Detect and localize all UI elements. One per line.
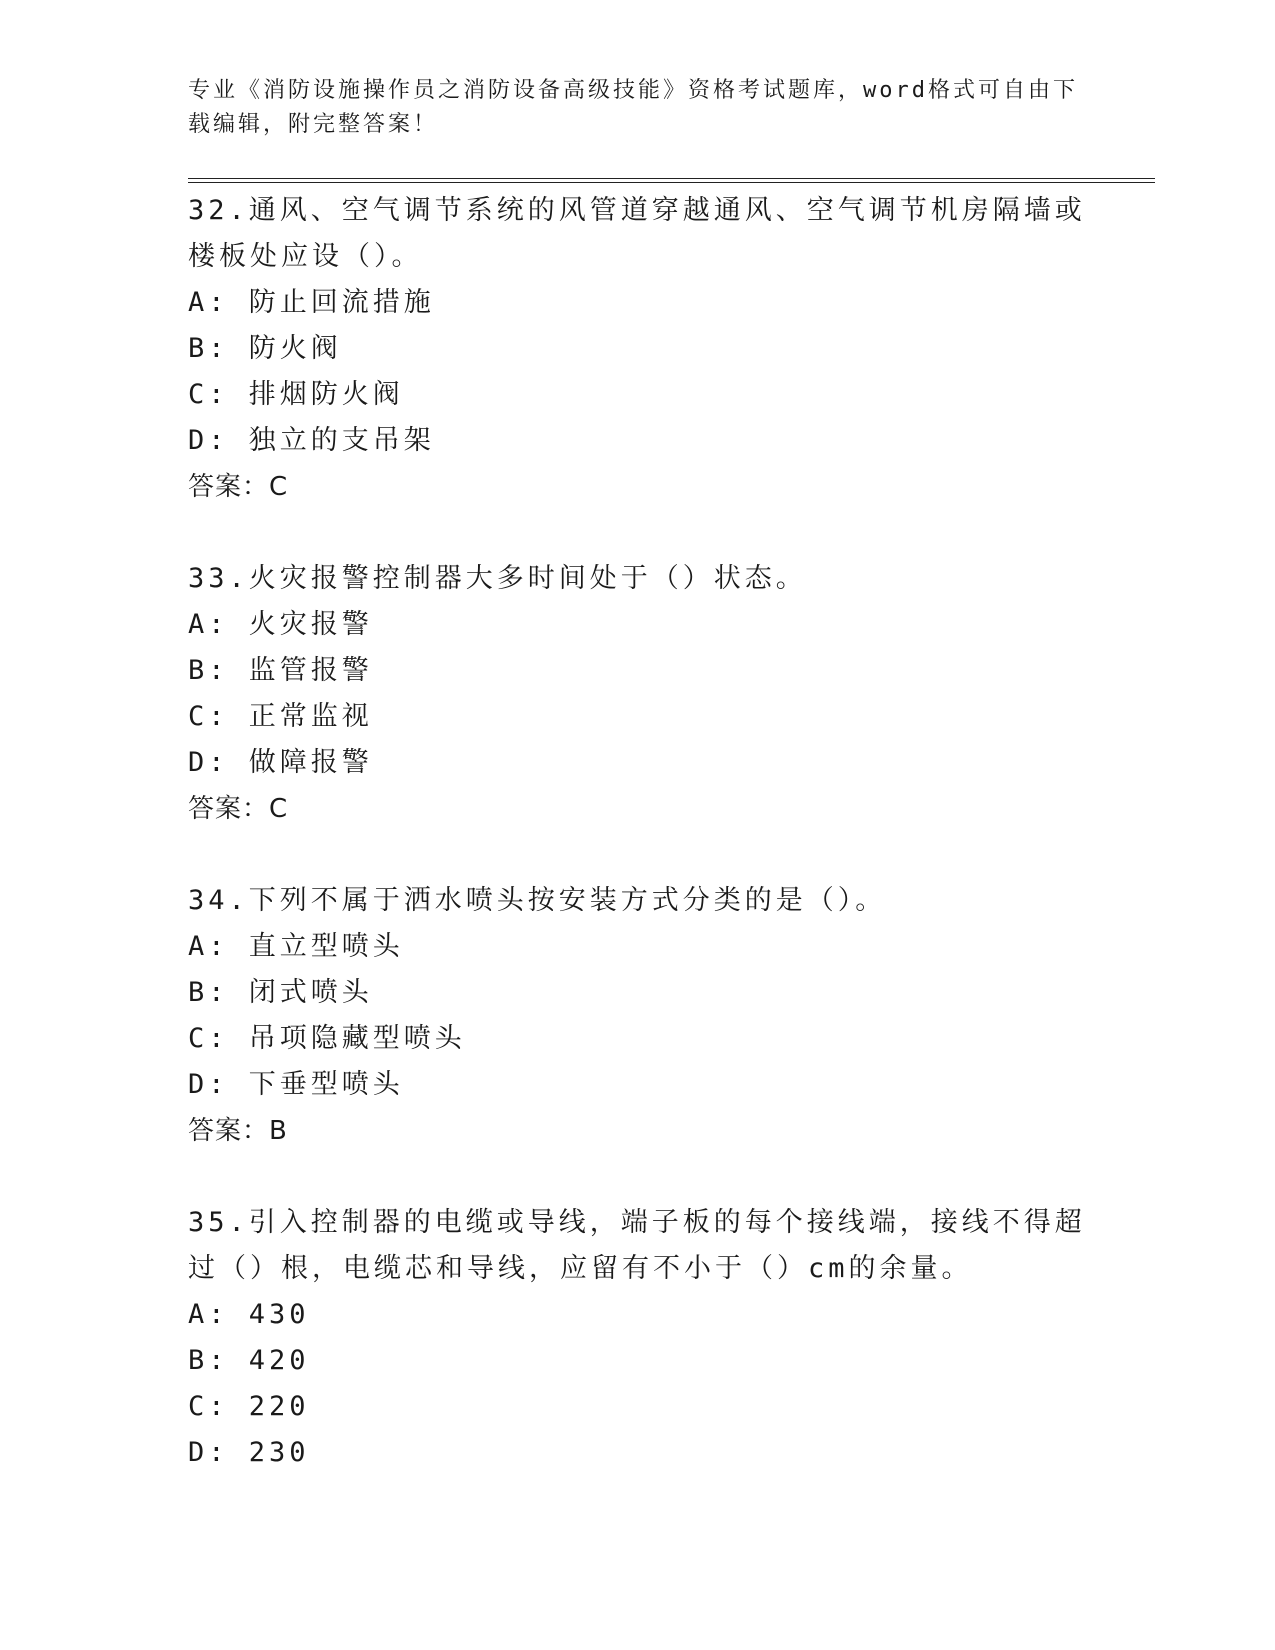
option-d: D: 独立的支吊架 xyxy=(188,425,435,456)
option-b: B: 防火阀 xyxy=(188,333,342,364)
option-c: C: 正常监视 xyxy=(188,701,373,732)
option-c: C: 排烟防火阀 xyxy=(188,379,404,410)
question-35 xyxy=(188,1200,1088,1476)
header-divider-bottom xyxy=(188,182,1155,183)
option-a: A: 直立型喷头 xyxy=(188,931,404,962)
option-a: A: 430 xyxy=(188,1299,310,1330)
option-d: D: 做障报警 xyxy=(188,747,373,778)
answer-label: 答案：C xyxy=(188,472,289,502)
answer-label: 答案：B xyxy=(188,1116,288,1146)
question-stem: 32.通风、空气调节系统的风管道穿越通风、空气调节机房隔墙或楼板处应设（）。 xyxy=(188,195,1086,272)
option-d: D: 下垂型喷头 xyxy=(188,1069,404,1100)
question-stem: 34.下列不属于洒水喷头按安装方式分类的是（）。 xyxy=(188,885,887,916)
question-list xyxy=(188,188,1088,1522)
question-32 xyxy=(188,188,1088,510)
option-b: B: 420 xyxy=(188,1345,310,1376)
document-header: 专业《消防设施操作员之消防设备高级技能》资格考试题库，word格式可自由下载编辑，附完整答案！ xyxy=(188,78,1078,137)
option-c: C: 吊项隐藏型喷头 xyxy=(188,1023,466,1054)
option-b: B: 监管报警 xyxy=(188,655,373,686)
option-a: A: 火灾报警 xyxy=(188,609,373,640)
option-d: D: 230 xyxy=(188,1437,310,1468)
option-a: A: 防止回流措施 xyxy=(188,287,435,318)
question-33 xyxy=(188,556,1088,832)
question-stem: 33.火灾报警控制器大多时间处于（）状态。 xyxy=(188,563,807,594)
question-stem: 35.引入控制器的电缆或导线，端子板的每个接线端，接线不得超过（）根，电缆芯和导线，应留有不小于（）cm的余量。 xyxy=(188,1207,1086,1284)
question-34 xyxy=(188,878,1088,1154)
answer-label: 答案：C xyxy=(188,794,289,824)
option-c: C: 220 xyxy=(188,1391,310,1422)
option-b: B: 闭式喷头 xyxy=(188,977,373,1008)
header-divider-top xyxy=(188,178,1155,179)
